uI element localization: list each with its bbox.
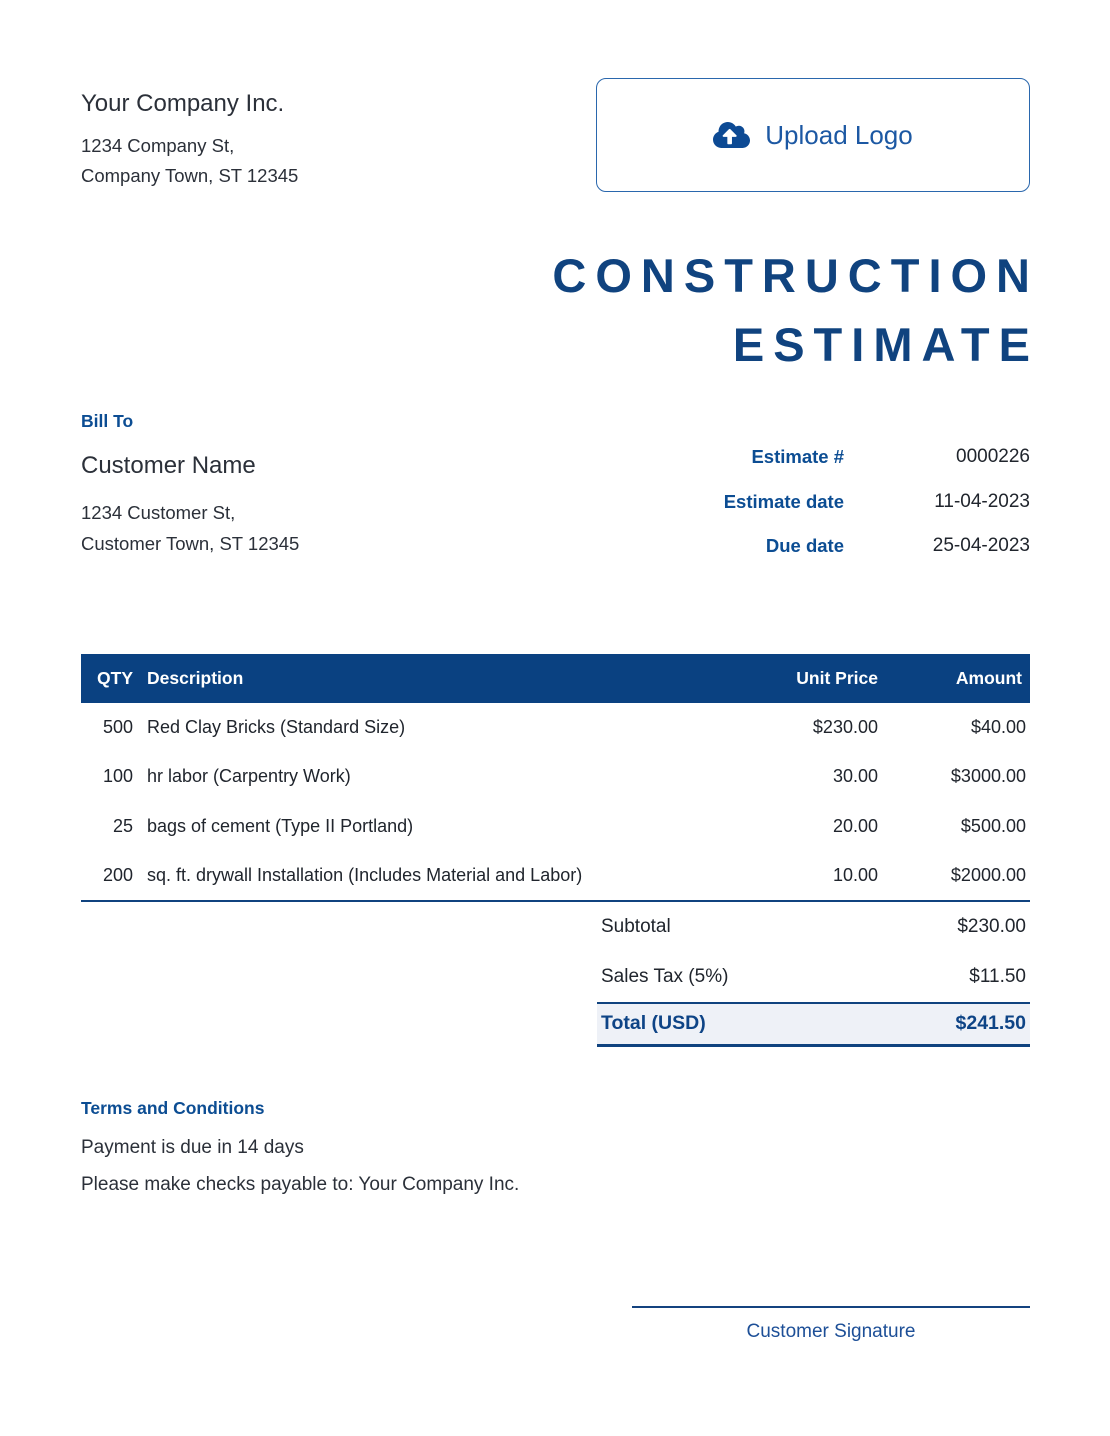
terms-heading: Terms and Conditions [81, 1097, 265, 1118]
subtotal-label: Subtotal [601, 915, 671, 937]
info-section [81, 411, 1030, 569]
subtotal-value: $230.00 [957, 915, 1026, 937]
company-name: Your Company Inc. [81, 90, 285, 117]
item-qty: 25 [112, 815, 133, 836]
cloud-upload-icon [713, 120, 750, 150]
customer-address-line2: Customer Town, ST 12345 [81, 533, 300, 554]
sales-tax-row [597, 952, 1030, 1002]
table-row [81, 752, 1030, 802]
sales-tax-value: $11.50 [969, 965, 1026, 987]
unit-price-header: Unit Price [688, 654, 878, 703]
item-unit-price: 10.00 [832, 865, 878, 886]
line-items-table [81, 654, 1030, 902]
item-qty: 200 [102, 865, 133, 886]
customer-name: Customer Name [81, 452, 256, 479]
item-amount: $40.00 [970, 716, 1026, 737]
sales-tax-label: Sales Tax (5%) [601, 965, 729, 987]
totals-section [597, 902, 1030, 1047]
terms-section [81, 1098, 1030, 1196]
item-description: Red Clay Bricks (Standard Size) [147, 716, 406, 737]
amount-header: Amount [878, 654, 1030, 703]
document-title-line1: CONSTRUCTION [552, 249, 1039, 302]
estimate-number-label: Estimate # [751, 446, 844, 468]
item-description: bags of cement (Type II Portland) [147, 815, 414, 836]
item-unit-price: 20.00 [832, 815, 878, 836]
due-date-row [724, 524, 1030, 569]
item-description: hr labor (Carpentry Work) [147, 766, 351, 787]
estimate-number-row [724, 435, 1030, 480]
table-header [81, 654, 1030, 703]
customer-address-line1: 1234 Customer St, [81, 502, 236, 523]
estimate-meta [724, 435, 1030, 569]
company-address-line1: 1234 Company St, [81, 135, 235, 156]
estimate-date-value: 11-04-2023 [934, 490, 1030, 512]
item-amount: $3000.00 [950, 766, 1026, 787]
item-qty: 500 [102, 716, 133, 737]
total-label: Total (USD) [601, 1012, 706, 1035]
estimate-number-value: 0000226 [956, 446, 1030, 468]
header [81, 78, 1030, 192]
bill-to-block [81, 411, 299, 569]
estimate-date-label: Estimate date [723, 490, 844, 512]
company-block [81, 78, 298, 191]
table-row [81, 802, 1030, 852]
item-amount: $2000.00 [950, 865, 1026, 886]
item-description: sq. ft. drywall Installation (Includes Material and Labor) [147, 865, 583, 886]
subtotal-row [597, 902, 1030, 952]
upload-logo-label: Upload Logo [765, 119, 913, 150]
item-qty: 100 [102, 766, 133, 787]
terms-line1: Payment is due in 14 days [81, 1136, 304, 1158]
company-address-line2: Company Town, ST 12345 [81, 165, 299, 186]
qty-header: QTY [81, 654, 133, 703]
table-row [81, 703, 1030, 753]
due-date-label: Due date [765, 535, 844, 557]
estimate-date-row [724, 480, 1030, 525]
table-row [81, 851, 1030, 901]
customer-address [81, 497, 299, 559]
document-title [81, 241, 1039, 379]
item-unit-price: $230.00 [812, 716, 878, 737]
total-value: $241.50 [955, 1012, 1026, 1035]
customer-signature-block [632, 1306, 1030, 1343]
item-amount: $500.00 [960, 815, 1026, 836]
item-unit-price: 30.00 [832, 766, 878, 787]
customer-signature-label: Customer Signature [746, 1321, 916, 1342]
terms-line2: Please make checks payable to: Your Company Inc. [81, 1173, 520, 1195]
bill-to-heading: Bill To [81, 411, 134, 431]
document-title-line2: ESTIMATE [732, 318, 1039, 371]
total-row [597, 1002, 1030, 1047]
upload-logo-button[interactable] [596, 78, 1030, 192]
description-header: Description [133, 654, 688, 703]
due-date-value: 25-04-2023 [932, 535, 1030, 557]
company-address [81, 131, 298, 191]
